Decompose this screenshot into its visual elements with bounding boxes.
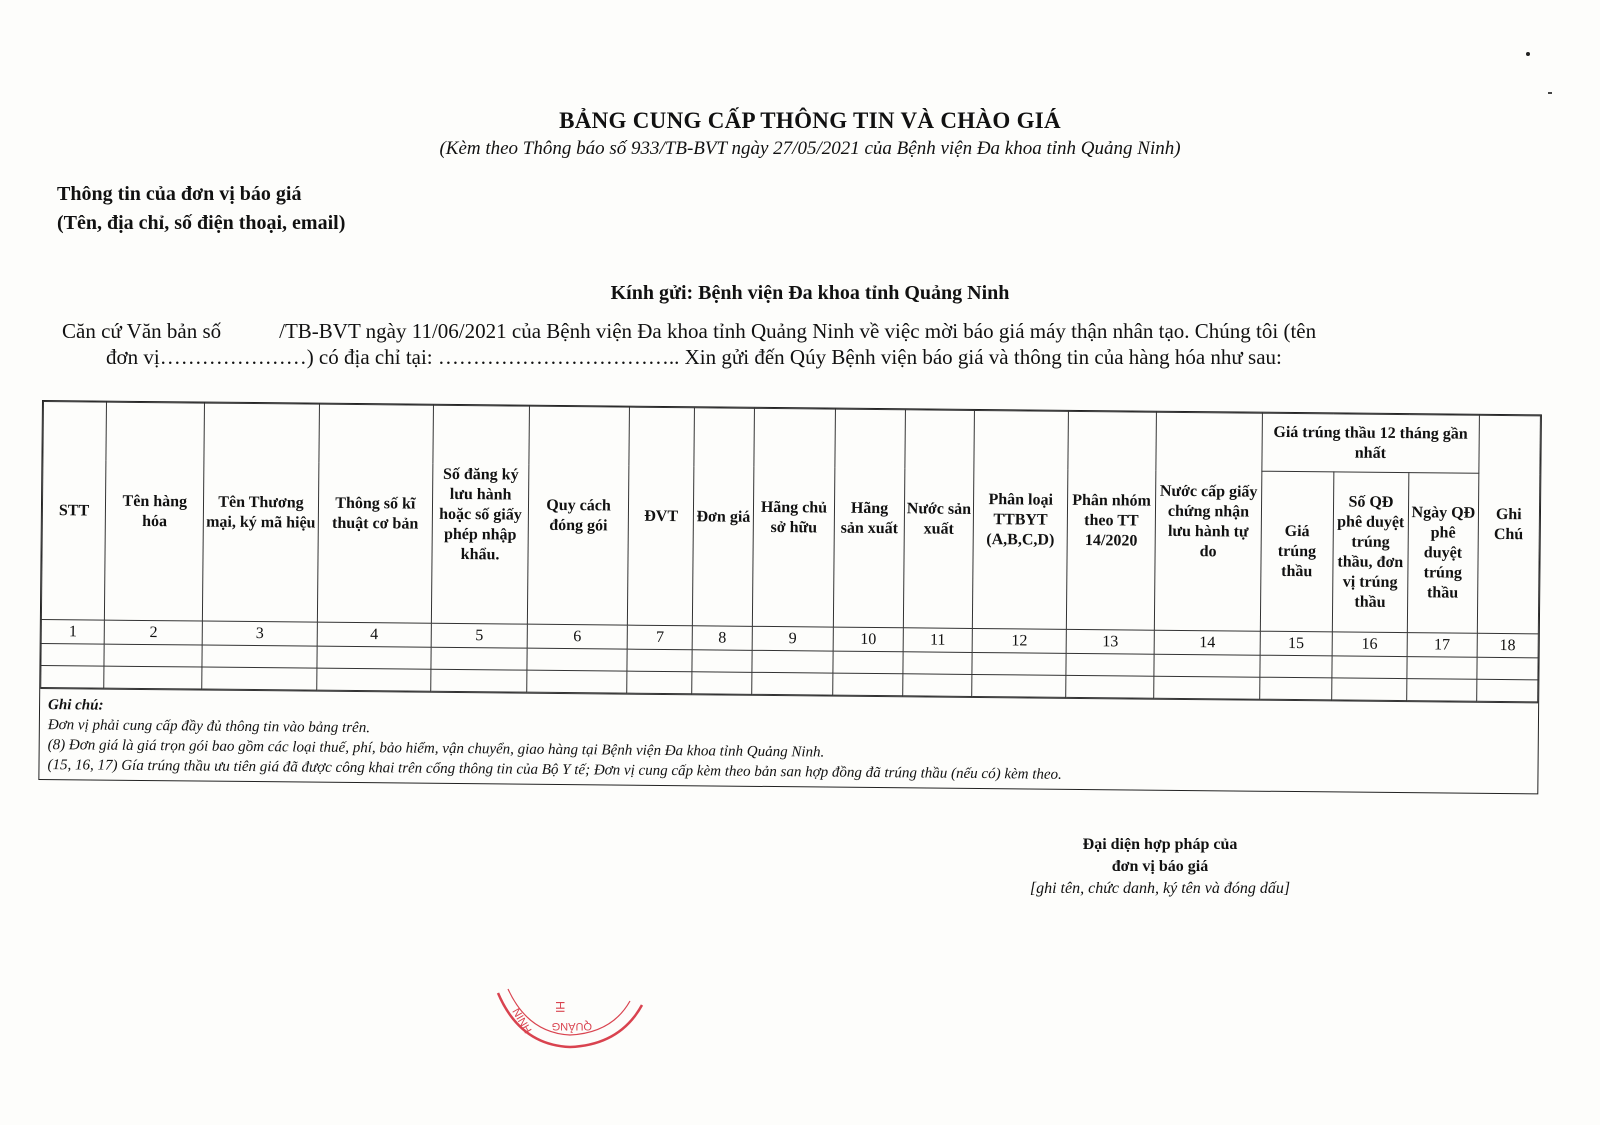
red-seal-stamp [490, 975, 650, 1075]
header-notes: Ghi Chú [1477, 415, 1540, 634]
note-line: Đơn vị phải cung cấp đầy đủ thông tin vào bảng trên. [47, 717, 371, 737]
header-winning-bid-group: Giá trúng thầu 12 tháng gần nhất [1262, 413, 1479, 473]
header-group: Phân nhóm theo TT 14/2020 [1066, 411, 1156, 630]
column-number: 6 [527, 624, 627, 649]
column-number: 11 [903, 628, 973, 653]
intro-text: /TB-BVT ngày 11/06/2021 của Bệnh viện Đa khoa tỉnh Quảng Ninh về việc mời báo giá máy thận nhân tạo. Chúng tôi (tên [279, 319, 1317, 343]
column-number: 4 [317, 622, 432, 647]
header-unit: ĐVT [627, 407, 694, 626]
header-packaging: Quy cách đóng gói [527, 406, 629, 625]
notes-block [39, 688, 1538, 793]
column-number: 2 [104, 620, 202, 645]
header-trade-name: Tên Thương mại, ký mã hiệu [203, 403, 319, 622]
recipient-line: Kính gửi: Bệnh viện Đa khoa tỉnh Quảng Ninh [610, 282, 1010, 304]
column-number: 17 [1407, 633, 1477, 658]
note-line: (15, 16, 17) Gía trúng thầu ưu tiên giá đã được công khai trên cổng thông tin của Bộ Y tế; Đơn vị cung cấp kèm theo bản san hợp đồng đã trúng thầu (nếu có) kèm theo. [47, 757, 1062, 783]
intro-paragraph [62, 318, 1542, 370]
header-manufacturer: Hãng sản xuất [834, 409, 906, 628]
speck-mark [1548, 92, 1552, 94]
unit-info-line: (Tên, địa chỉ, số điện thoại, email) [57, 212, 346, 234]
quote-table [40, 401, 1541, 702]
column-number: 7 [627, 625, 693, 650]
speck-mark [1526, 52, 1530, 56]
column-number: 16 [1332, 632, 1408, 657]
header-unit-price: Đơn giá [693, 408, 754, 627]
column-number: 3 [202, 621, 317, 646]
stamp-text: HI [553, 1001, 567, 1013]
intro-text: Căn cứ Văn bản số [62, 319, 222, 343]
unit-info-block [57, 180, 345, 238]
quote-table-frame [38, 400, 1542, 794]
header-free-sale-country: Nước cấp giấy chứng nhận lưu hành tự do [1154, 412, 1262, 631]
signature-block [990, 834, 1330, 900]
signature-line: Đại diện hợp pháp của [1082, 836, 1238, 853]
intro-line-2: đơn vị…………………) có địa chỉ tại: …………………………….. Xin gửi đến Qúy Bệnh viện báo giá và thông tin của hàng hóa như sau: [106, 345, 1282, 369]
column-number: 10 [833, 627, 903, 652]
stamp-text: NINH [509, 1006, 534, 1036]
notes-title: Ghi chú: [47, 697, 104, 714]
note-line: (8) Đơn giá là giá trọn gói bao gồm các loại thuế, phí, bảo hiểm, vận chuyển, giao hàng tại Bệnh viện Đa khoa tỉnh Quảng Ninh. [47, 737, 825, 761]
column-number: 18 [1477, 633, 1539, 658]
column-number: 13 [1066, 629, 1154, 654]
document-title: BẢNG CUNG CẤP THÔNG TIN VÀ CHÀO GIÁ [559, 108, 1061, 133]
header-winning-price: Giá trúng thầu [1260, 471, 1333, 632]
document-subtitle: (Kèm theo Thông báo số 933/TB-BVT ngày 27/05/2021 của Bệnh viện Đa khoa tỉnh Quảng Ninh) [439, 138, 1181, 159]
column-number: 9 [752, 626, 834, 651]
column-number: 15 [1260, 631, 1332, 656]
column-number: 8 [693, 626, 752, 651]
column-number: 12 [972, 628, 1066, 653]
column-number: 1 [41, 620, 105, 645]
header-stt: STT [41, 402, 106, 621]
signature-line: đơn vị báo giá [1111, 858, 1209, 875]
header-decision-date: Ngày QĐ phê duyệt trúng thầu [1407, 473, 1478, 634]
intro-line-1 [62, 318, 1542, 344]
column-number: 5 [431, 623, 527, 648]
column-number: 14 [1154, 630, 1260, 655]
signature-instruction: [ghi tên, chức danh, ký tên và đóng dấu] [1029, 880, 1291, 897]
header-owner: Hãng chủ sở hữu [752, 408, 836, 627]
stamp-text: QUẢNG [551, 1020, 592, 1032]
header-specs: Thông số kĩ thuật cơ bản [317, 404, 433, 623]
header-product-name: Tên hàng hóa [105, 402, 205, 621]
header-registration: Số đăng ký lưu hành hoặc số giấy phép nhập khẩu. [431, 405, 529, 624]
header-country: Nước sản xuất [903, 410, 975, 629]
header-classification: Phân loại TTBYT (A,B,C,D) [973, 410, 1069, 629]
unit-info-line: Thông tin của đơn vị báo giá [57, 183, 302, 205]
header-decision-number: Số QĐ phê duyệt trúng thầu, đơn vị trúng thầu [1332, 472, 1409, 633]
